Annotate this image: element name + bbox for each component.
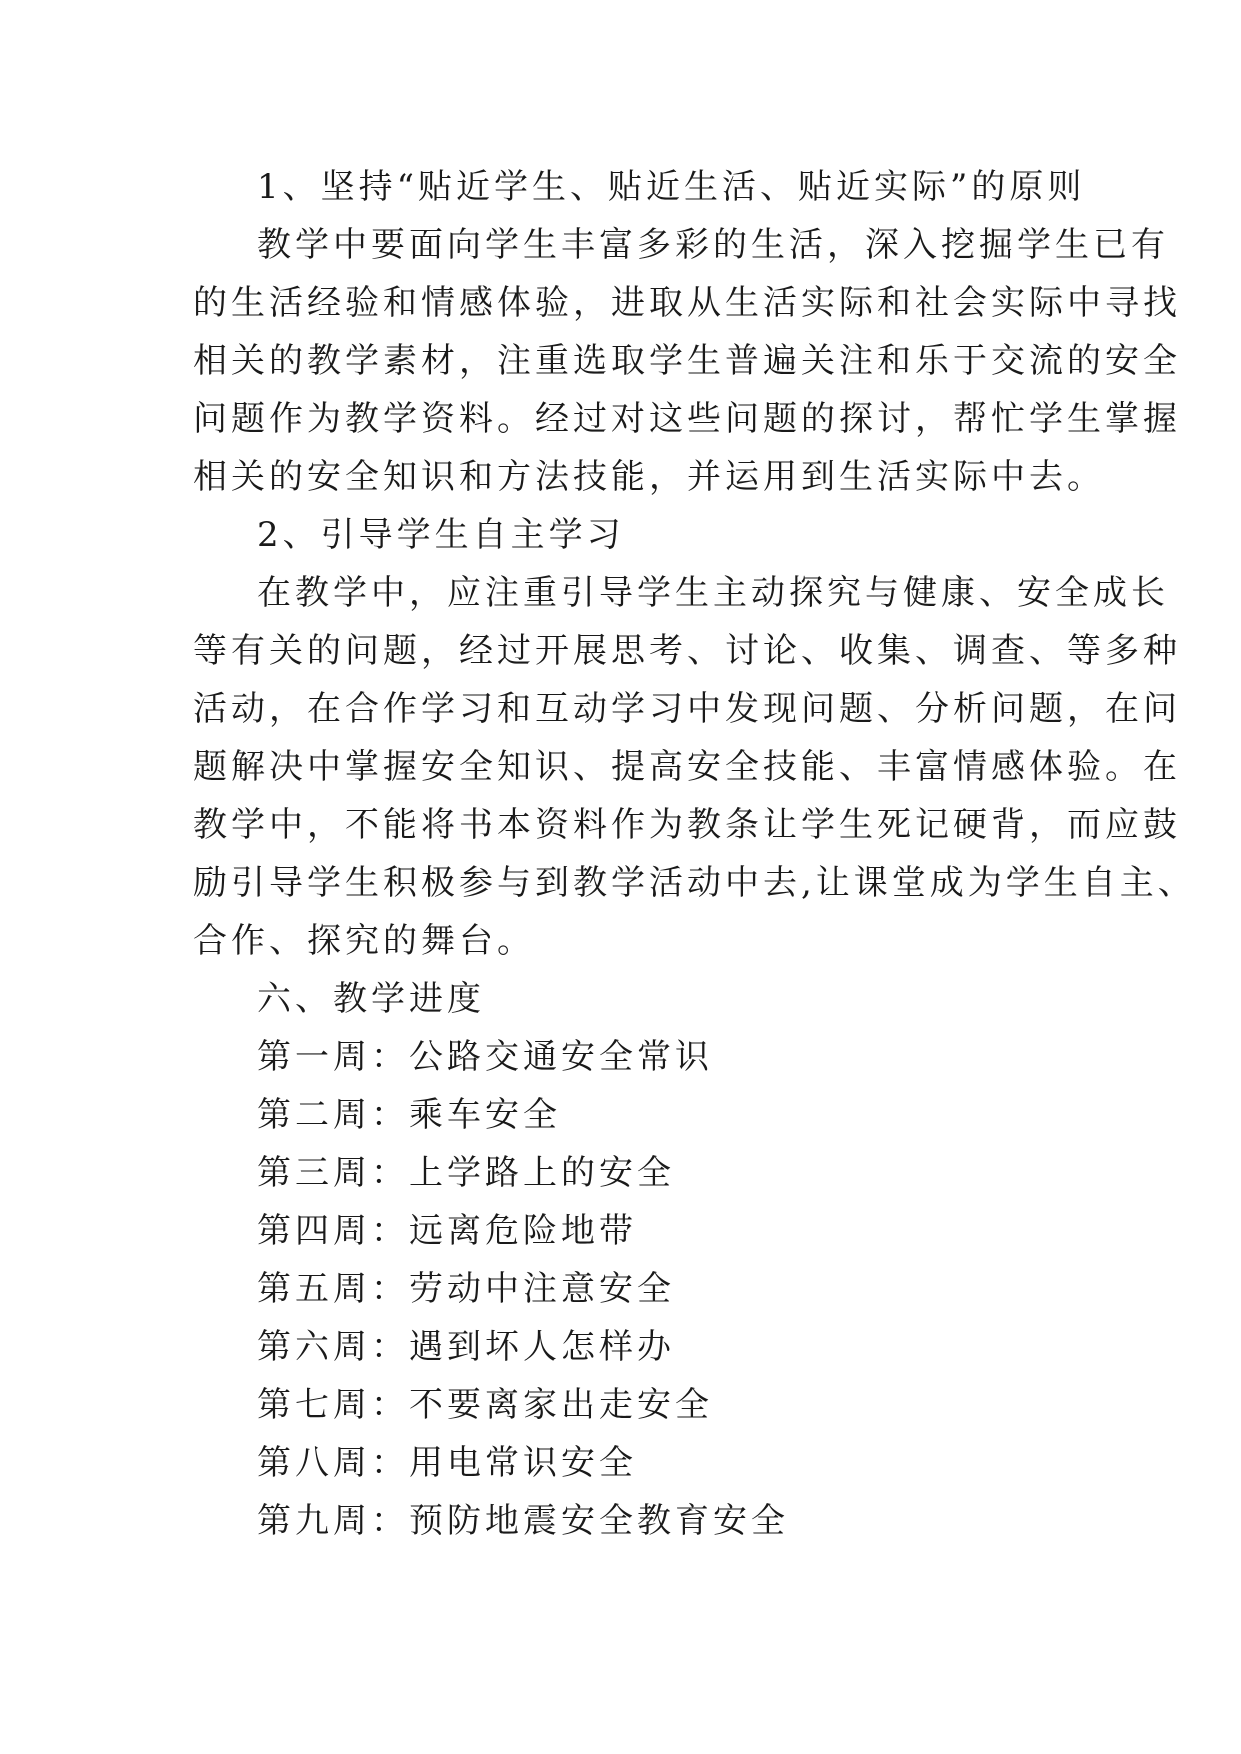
schedule-item: 第一周：公路交通安全常识 bbox=[257, 1037, 713, 1077]
paragraph-line: 教学中要面向学生丰富多彩的生活，深入挖掘学生已有 bbox=[257, 225, 1169, 265]
paragraph-line: 相关的教学素材，注重选取学生普遍关注和乐于交流的安全 bbox=[193, 341, 1181, 381]
paragraph-line: 问题作为教学资料。经过对这些问题的探讨，帮忙学生掌握 bbox=[193, 399, 1181, 439]
paragraph-line: 活动，在合作学习和互动学习中发现问题、分析问题，在问 bbox=[193, 689, 1181, 729]
section-heading-schedule: 六、教学进度 bbox=[257, 979, 485, 1019]
paragraph-line: 题解决中掌握安全知识、提高安全技能、丰富情感体验。在 bbox=[193, 747, 1181, 787]
schedule-item: 第六周：遇到坏人怎样办 bbox=[257, 1327, 675, 1367]
paragraph-line: 励引导学生积极参与到教学活动中去,让课堂成为学生自主、 bbox=[193, 863, 1196, 903]
paragraph-line: 相关的安全知识和方法技能，并运用到生活实际中去。 bbox=[193, 457, 1105, 497]
schedule-item: 第五周：劳动中注意安全 bbox=[257, 1269, 675, 1309]
paragraph-line: 在教学中，应注重引导学生主动探究与健康、安全成长 bbox=[257, 573, 1169, 613]
paragraph-line: 合作、探究的舞台。 bbox=[193, 921, 535, 961]
paragraph-line: 等有关的问题，经过开展思考、讨论、收集、调查、等多种 bbox=[193, 631, 1181, 671]
schedule-item: 第八周：用电常识安全 bbox=[257, 1443, 637, 1483]
document-body bbox=[193, 158, 1196, 1550]
schedule-item: 第三周：上学路上的安全 bbox=[257, 1153, 675, 1193]
schedule-item: 第二周：乘车安全 bbox=[257, 1095, 561, 1135]
section-heading-principle: 1、坚持“贴近学生、贴近生活、贴近实际”的原则 bbox=[257, 167, 1086, 207]
section-heading-self-study: 2、引导学生自主学习 bbox=[257, 515, 625, 555]
schedule-item: 第七周：不要离家出走安全 bbox=[257, 1385, 713, 1425]
schedule-item: 第四周：远离危险地带 bbox=[257, 1211, 637, 1251]
paragraph-line: 的生活经验和情感体验，进取从生活实际和社会实际中寻找 bbox=[193, 283, 1181, 323]
paragraph-line: 教学中，不能将书本资料作为教条让学生死记硬背，而应鼓 bbox=[193, 805, 1181, 845]
schedule-item: 第九周：预防地震安全教育安全 bbox=[257, 1501, 789, 1541]
